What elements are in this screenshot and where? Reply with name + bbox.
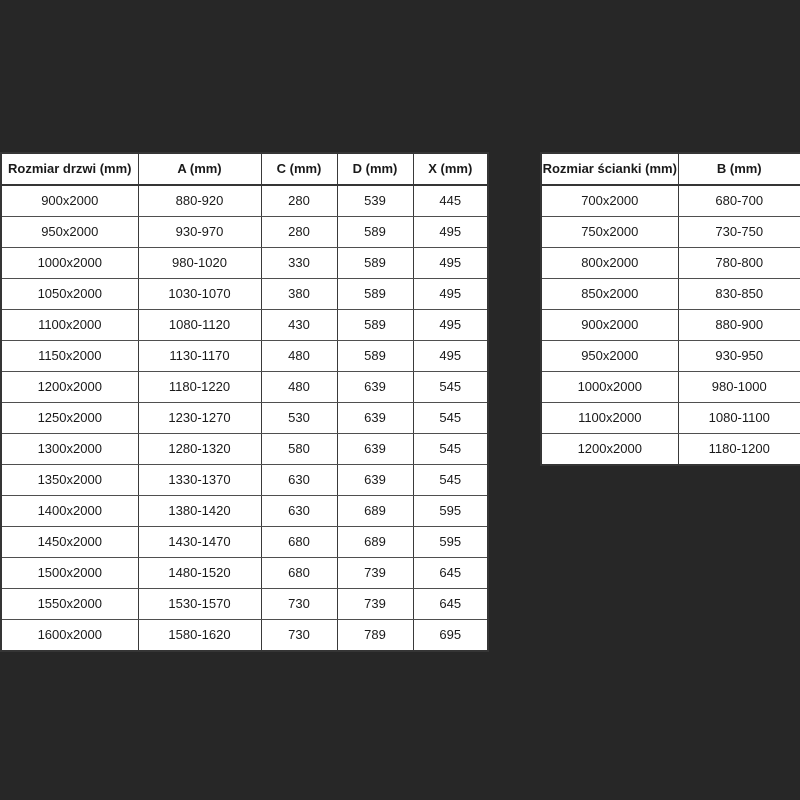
column-header: X (mm)	[413, 153, 488, 185]
table-cell: 1580-1620	[138, 620, 261, 652]
wall-table-header	[541, 153, 800, 185]
table-cell: 1050x2000	[1, 279, 138, 310]
table-cell: 900x2000	[541, 310, 678, 341]
table-cell: 480	[261, 341, 337, 372]
table-cell: 730-750	[678, 217, 800, 248]
table-cell: 1250x2000	[1, 403, 138, 434]
table-cell: 780-800	[678, 248, 800, 279]
table-row	[541, 341, 800, 372]
table-cell: 689	[337, 527, 413, 558]
table-cell: 1530-1570	[138, 589, 261, 620]
table-cell: 1200x2000	[541, 434, 678, 466]
table-cell: 1400x2000	[1, 496, 138, 527]
table-cell: 680	[261, 527, 337, 558]
table-cell: 1330-1370	[138, 465, 261, 496]
table-cell: 645	[413, 558, 488, 589]
table-cell: 545	[413, 465, 488, 496]
table-cell: 930-950	[678, 341, 800, 372]
table-cell: 739	[337, 589, 413, 620]
wall-table-body	[541, 185, 800, 465]
table-row	[1, 248, 488, 279]
table-cell: 680-700	[678, 185, 800, 217]
table-cell: 1100x2000	[541, 403, 678, 434]
table-cell: 695	[413, 620, 488, 652]
table-cell: 280	[261, 185, 337, 217]
table-row	[541, 372, 800, 403]
table-row	[1, 341, 488, 372]
table-row	[1, 527, 488, 558]
table-cell: 1150x2000	[1, 341, 138, 372]
table-row	[1, 620, 488, 652]
table-cell: 1480-1520	[138, 558, 261, 589]
table-cell: 900x2000	[1, 185, 138, 217]
table-cell: 930-970	[138, 217, 261, 248]
header-row	[541, 153, 800, 185]
table-cell: 589	[337, 217, 413, 248]
table-row	[541, 279, 800, 310]
table-cell: 730	[261, 620, 337, 652]
table-row	[1, 310, 488, 341]
table-cell: 589	[337, 310, 413, 341]
table-cell: 639	[337, 372, 413, 403]
table-row	[541, 217, 800, 248]
table-cell: 739	[337, 558, 413, 589]
table-cell: 1180-1200	[678, 434, 800, 466]
table-cell: 1000x2000	[1, 248, 138, 279]
wall-dimensions-table	[540, 152, 800, 466]
table-row	[541, 434, 800, 466]
table-cell: 1100x2000	[1, 310, 138, 341]
table-cell: 639	[337, 403, 413, 434]
door-table-body	[1, 185, 488, 651]
column-header: D (mm)	[337, 153, 413, 185]
table-cell: 1030-1070	[138, 279, 261, 310]
table-cell: 1450x2000	[1, 527, 138, 558]
table-cell: 980-1020	[138, 248, 261, 279]
table-cell: 589	[337, 341, 413, 372]
table-row	[1, 279, 488, 310]
table-cell: 850x2000	[541, 279, 678, 310]
table-cell: 880-920	[138, 185, 261, 217]
table-cell: 430	[261, 310, 337, 341]
table-row	[1, 217, 488, 248]
table-row	[1, 403, 488, 434]
table-cell: 689	[337, 496, 413, 527]
table-cell: 589	[337, 248, 413, 279]
table-cell: 1600x2000	[1, 620, 138, 652]
table-cell: 700x2000	[541, 185, 678, 217]
door-table-header	[1, 153, 488, 185]
table-cell: 639	[337, 465, 413, 496]
table-cell: 495	[413, 310, 488, 341]
table-cell: 480	[261, 372, 337, 403]
table-cell: 1080-1120	[138, 310, 261, 341]
table-row	[541, 403, 800, 434]
table-cell: 589	[337, 279, 413, 310]
table-row	[1, 372, 488, 403]
table-row	[541, 248, 800, 279]
table-cell: 539	[337, 185, 413, 217]
table-cell: 1380-1420	[138, 496, 261, 527]
table-cell: 380	[261, 279, 337, 310]
table-row	[541, 185, 800, 217]
table-cell: 630	[261, 496, 337, 527]
table-cell: 1080-1100	[678, 403, 800, 434]
table-cell: 545	[413, 403, 488, 434]
table-cell: 330	[261, 248, 337, 279]
table-cell: 1130-1170	[138, 341, 261, 372]
table-cell: 750x2000	[541, 217, 678, 248]
table-cell: 730	[261, 589, 337, 620]
table-cell: 495	[413, 341, 488, 372]
table-row	[541, 310, 800, 341]
column-header: A (mm)	[138, 153, 261, 185]
table-cell: 830-850	[678, 279, 800, 310]
table-cell: 1230-1270	[138, 403, 261, 434]
table-row	[1, 465, 488, 496]
table-cell: 495	[413, 217, 488, 248]
table-cell: 580	[261, 434, 337, 465]
table-cell: 800x2000	[541, 248, 678, 279]
table-cell: 680	[261, 558, 337, 589]
header-row	[1, 153, 488, 185]
table-cell: 495	[413, 279, 488, 310]
table-cell: 1180-1220	[138, 372, 261, 403]
table-cell: 789	[337, 620, 413, 652]
column-header: B (mm)	[678, 153, 800, 185]
table-cell: 1430-1470	[138, 527, 261, 558]
table-cell: 495	[413, 248, 488, 279]
table-cell: 880-900	[678, 310, 800, 341]
table-cell: 1300x2000	[1, 434, 138, 465]
table-cell: 1000x2000	[541, 372, 678, 403]
table-cell: 950x2000	[541, 341, 678, 372]
table-cell: 595	[413, 527, 488, 558]
column-header: C (mm)	[261, 153, 337, 185]
table-row	[1, 589, 488, 620]
table-cell: 639	[337, 434, 413, 465]
table-row	[1, 434, 488, 465]
table-row	[1, 496, 488, 527]
table-cell: 530	[261, 403, 337, 434]
table-row	[1, 558, 488, 589]
table-cell: 545	[413, 434, 488, 465]
table-cell: 950x2000	[1, 217, 138, 248]
table-cell: 630	[261, 465, 337, 496]
table-cell: 595	[413, 496, 488, 527]
column-header: Rozmiar ścianki (mm)	[541, 153, 678, 185]
table-cell: 1200x2000	[1, 372, 138, 403]
table-row	[1, 185, 488, 217]
door-dimensions-table	[0, 152, 489, 652]
table-cell: 980-1000	[678, 372, 800, 403]
table-cell: 1280-1320	[138, 434, 261, 465]
table-cell: 1550x2000	[1, 589, 138, 620]
table-cell: 545	[413, 372, 488, 403]
table-cell: 1500x2000	[1, 558, 138, 589]
column-header: Rozmiar drzwi (mm)	[1, 153, 138, 185]
table-cell: 1350x2000	[1, 465, 138, 496]
table-cell: 280	[261, 217, 337, 248]
table-cell: 445	[413, 185, 488, 217]
table-cell: 645	[413, 589, 488, 620]
